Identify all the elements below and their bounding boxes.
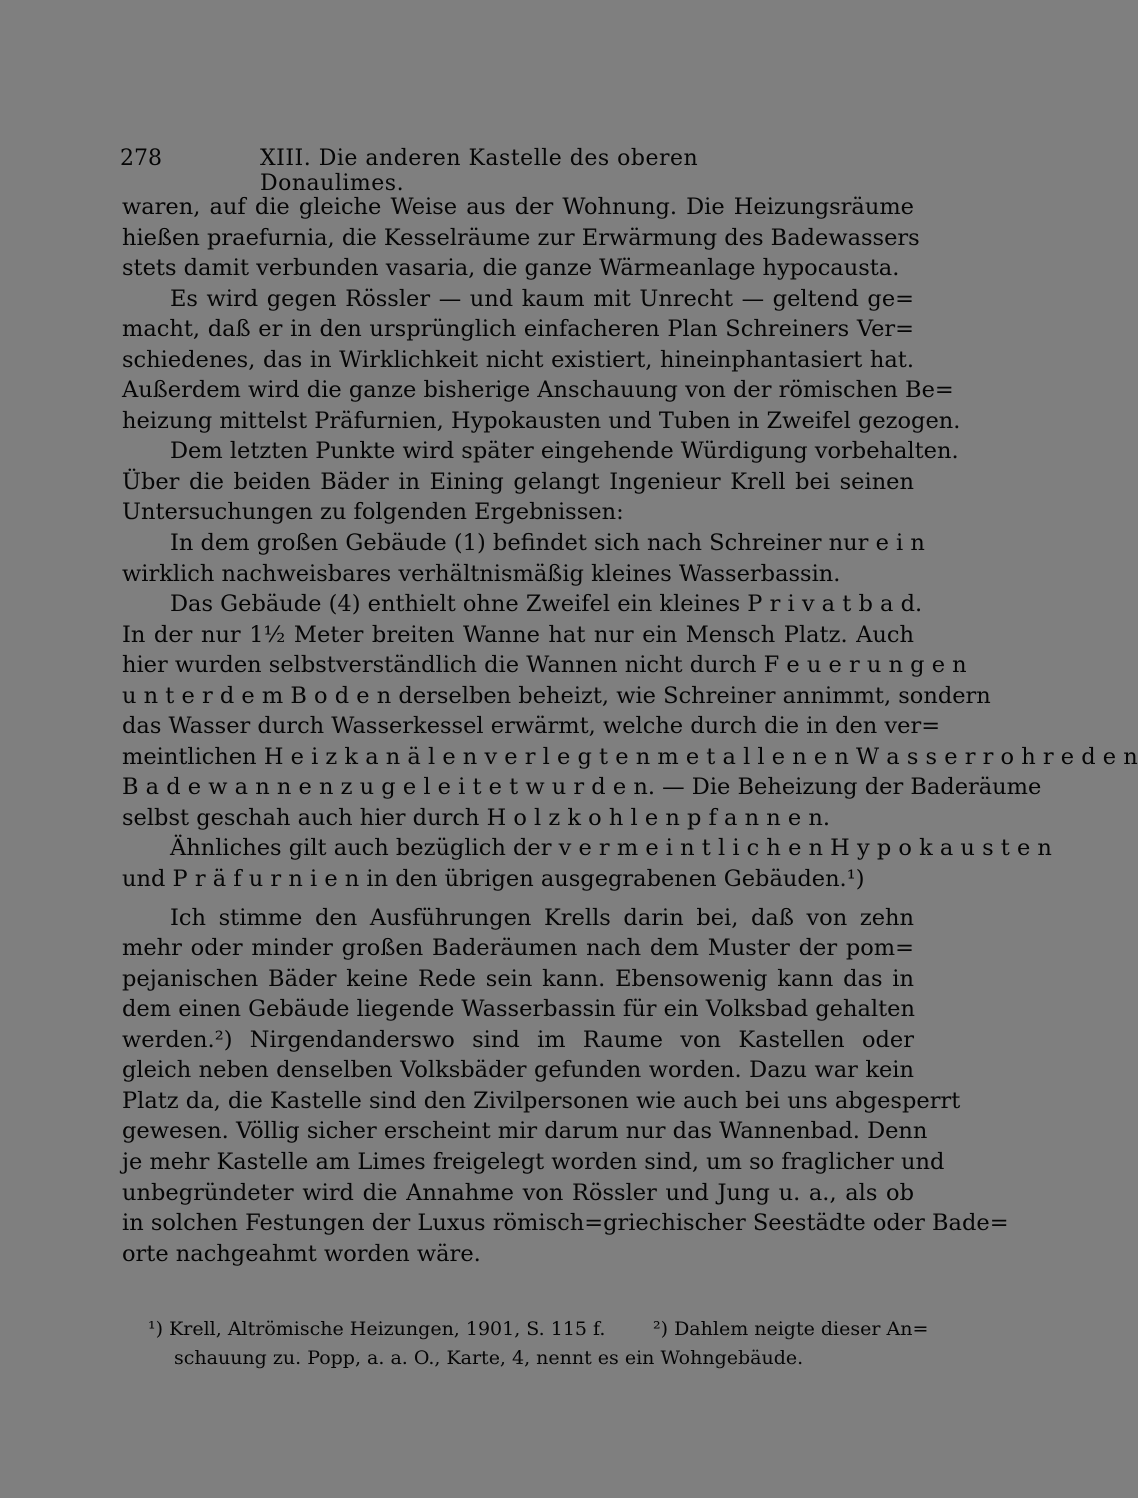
text-line: orte nachgeahmt worden wäre. (122, 1240, 481, 1267)
text-line: In der nur 1½ Meter breiten Wanne hat nur ein Mensch Platz. Auch (122, 621, 914, 648)
text-line: Außerdem wird die ganze bisherige Anschauung von der römischen Be= (122, 377, 954, 404)
text-line: Untersuchungen zu folgenden Ergebnissen: (122, 499, 624, 526)
footnotes (148, 1315, 929, 1373)
text-line: meintlichen H e i z k a n ä l e n v e r l e g t e n m e t a l l e n e n W a s s e r r o h r e d e n (122, 743, 1138, 770)
text-line: hießen praefurnia, die Kesselräume zur Erwärmung des Badewassers (122, 224, 920, 251)
page-header (120, 146, 780, 196)
text-line: In dem großen Gebäude (1) befindet sich nach Schreiner nur e i n (170, 530, 925, 557)
text-line: mehr oder minder großen Baderäumen nach dem Muster der pom= (122, 935, 914, 962)
text-line: werden.²) Nirgendanderswo sind im Raume von Kastellen oder (122, 1026, 914, 1053)
text-line: Über die beiden Bäder in Eining gelangt Ingenieur Krell bei seinen (122, 468, 914, 495)
page-number: 278 (120, 146, 162, 171)
footnote-2-start: ²) Dahlem neigte dieser An= (653, 1318, 929, 1340)
text-line: waren, auf die gleiche Weise aus der Wohnung. Die Heizungsräume (122, 194, 914, 220)
text-line: selbst geschah auch hier durch H o l z k o h l e n p f a n n e n. (122, 804, 830, 831)
text-line: Dem letzten Punkte wird später eingehende Würdigung vorbehalten. (170, 438, 959, 465)
text-line: Es wird gegen Rössler — und kaum mit Unrecht — geltend ge= (170, 285, 914, 312)
text-line: u n t e r d e m B o d e n derselben beheizt, wie Schreiner annimmt, sondern (122, 682, 991, 709)
footnote-1: ¹) Krell, Altrömische Heizungen, 1901, S. 115 f. (148, 1318, 606, 1340)
text-line: in solchen Festungen der Luxus römisch=griechischer Seestädte oder Bade= (122, 1210, 1009, 1237)
text-line: und P r ä f u r n i e n in den übrigen ausgegrabenen Gebäuden.¹) (122, 866, 865, 893)
text-line: hier wurden selbstverständlich die Wannen nicht durch F e u e r u n g e n (122, 652, 967, 679)
text-line: dem einen Gebäude liegende Wasserbassin für ein Volksbad gehalten (122, 996, 915, 1023)
text-line: unbegründeter wird die Annahme von Rössler und Jung u. a., als ob (122, 1179, 914, 1206)
text-line: je mehr Kastelle am Limes freigelegt worden sind, um so fraglicher und (122, 1148, 945, 1175)
footnote-2-continuation: schauung zu. Popp, a. a. O., Karte, 4, nennt es ein Wohngebäude. (174, 1347, 804, 1369)
text-line: heizung mittelst Präfurnien, Hypokausten und Tuben in Zweifel gezogen. (122, 407, 961, 434)
text-line: stets damit verbunden vasaria, die ganze Wärmeanlage hypocausta. (122, 255, 900, 282)
text-line: gleich neben denselben Volksbäder gefunden worden. Dazu war kein (122, 1057, 914, 1084)
running-title: XIII. Die anderen Kastelle des oberen Donaulimes. (260, 146, 699, 196)
text-line: wirklich nachweisbares verhältnismäßig kleines Wasserbassin. (122, 560, 841, 587)
text-line: Das Gebäude (4) enthielt ohne Zweifel ein kleines P r i v a t b a d. (170, 591, 923, 618)
text-line: B a d e w a n n e n z u g e l e i t e t w u r d e n. — Die Beheizung der Baderäume (122, 774, 1042, 801)
text-line: Ich stimme den Ausführungen Krells darin bei, daß von zehn (170, 904, 914, 931)
text-line: schiedenes, das in Wirklichkeit nicht existiert, hineinphantasiert hat. (122, 346, 914, 373)
text-line: Platz da, die Kastelle sind den Zivilpersonen wie auch bei uns abgesperrt (122, 1087, 961, 1114)
text-line: gewesen. Völlig sicher erscheint mir darum nur das Wannenbad. Denn (122, 1118, 928, 1145)
text-line: das Wasser durch Wasserkessel erwärmt, welche durch die in den ver= (122, 713, 941, 740)
text-line: Ähnliches gilt auch bezüglich der v e r m e i n t l i c h e n H y p o k a u s t e n (170, 835, 1052, 862)
body-text (122, 192, 1138, 1269)
text-line: pejanischen Bäder keine Rede sein kann. Ebensowenig kann das in (122, 965, 914, 992)
footnote-line (148, 1315, 929, 1344)
text-line: macht, daß er in den ursprünglich einfacheren Plan Schreiners Ver= (122, 316, 914, 343)
